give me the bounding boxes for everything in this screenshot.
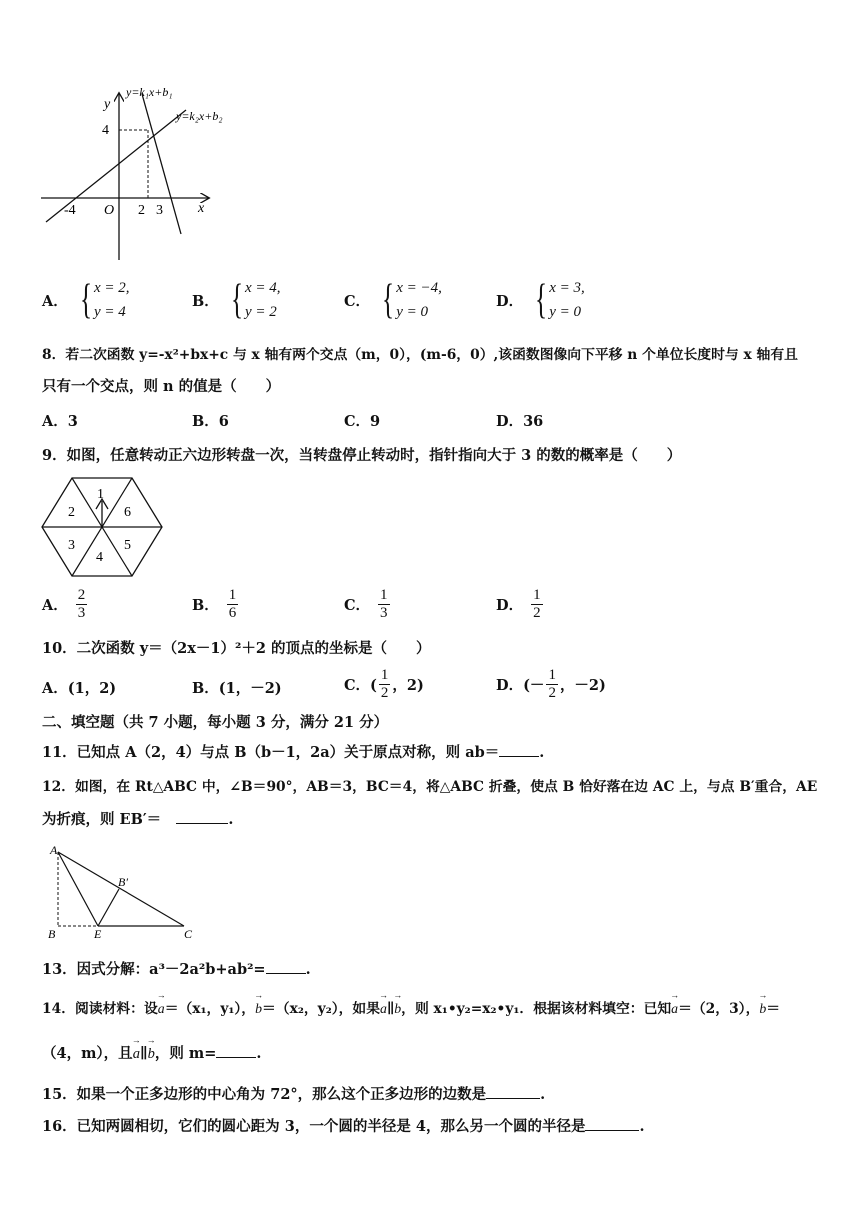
q16 [42, 1115, 645, 1136]
tick-2-label: 2 [138, 203, 145, 218]
q12-line2-text: 为折痕，则 EB′＝ [42, 811, 162, 828]
q7-d-row1: x = 3, [549, 280, 585, 296]
q8-option-a[interactable]: A．3 [42, 413, 78, 430]
origin-label: O [104, 203, 115, 218]
q8-line2: 只有一个交点，则 n 的值是（ ） [42, 378, 281, 395]
q10-c-tail: ，2) [392, 677, 424, 694]
sector-4: 4 [96, 550, 103, 565]
q10-text: 10．二次函数 y＝（2x－1）²＋2 的顶点的坐标是（ ） [42, 640, 431, 657]
q15 [42, 1083, 545, 1104]
q7-b-row1: x = 4, [244, 280, 281, 296]
q15-text: 15．如果一个正多边形的中心角为 72°，那么这个正多边形的边数是 [42, 1086, 487, 1103]
q14-line2-part2: ，则 m= [154, 1045, 217, 1062]
q7-a-row1: x = 2, [93, 280, 130, 296]
q7-option-c-label: C． [344, 292, 371, 310]
q14-line2-part1: （4，m），且 [42, 1045, 133, 1062]
vector-a-3: → a [671, 1001, 678, 1017]
q15-end: . [540, 1086, 546, 1103]
hexagon-spinner [40, 475, 164, 579]
q14-answer-blank[interactable] [216, 1056, 256, 1058]
q9-text: 9．如图，任意转动正六边形转盘一次，当转盘停止转动时，指针指向大于 3 的数的概率是（ ） [42, 447, 682, 464]
q14-parallel-1: ∥ [386, 1001, 395, 1017]
q9-option-c[interactable] [344, 587, 390, 622]
q9-option-d-label: D． [496, 597, 524, 614]
vector-a-4: → a [133, 1046, 140, 1063]
sector-6: 6 [124, 505, 131, 520]
q9-c-denominator: 3 [380, 605, 388, 621]
point-B-label: B [48, 927, 56, 941]
q11-answer-blank[interactable] [499, 755, 539, 757]
q7-option-d[interactable]: D． { x = 3, y = 0 [496, 277, 585, 323]
q13-end: . [305, 961, 311, 978]
q9-option-b-label: B． [192, 597, 219, 614]
vector-b-1: → b [255, 1001, 262, 1017]
q8-option-c[interactable]: C．9 [344, 413, 381, 430]
q10-option-a[interactable]: A．(1，2) [42, 680, 117, 697]
sector-5: 5 [124, 538, 131, 553]
q14-part6: ＝（2，3）， [678, 1001, 760, 1017]
q11-text: 11．已知点 A（2，4）与点 B（b－1，2a）关于原点对称，则 ab＝ [42, 744, 500, 761]
q10-c-numerator: 1 [380, 667, 389, 683]
q7-option-a-label: A． [42, 292, 68, 310]
tick-neg4-label: -4 [64, 203, 76, 218]
q14-line1 [42, 997, 780, 1017]
point-Bprime-label: B′ [118, 875, 128, 889]
q9-d-numerator: 1 [533, 587, 541, 603]
q14-line2 [42, 1042, 261, 1063]
line1-label: y=k₁x+b₁ [126, 85, 173, 99]
q10-d-label: D．(－ [496, 677, 545, 694]
q10-option-d[interactable] [496, 667, 606, 702]
q14-end: . [256, 1045, 262, 1062]
q13-answer-blank[interactable] [266, 972, 306, 974]
q16-answer-blank[interactable] [585, 1129, 639, 1131]
q11 [42, 741, 544, 762]
side-AC [58, 852, 184, 926]
q9-option-d[interactable] [496, 587, 543, 622]
q12-end: . [228, 811, 234, 828]
q10-option-b[interactable]: B．(1，－2) [192, 680, 282, 697]
q9-a-numerator: 2 [77, 587, 86, 603]
q10-c-denominator: 2 [380, 685, 389, 701]
q14-part3: ＝（x₂，y₂），如果 [262, 1001, 381, 1017]
q7-b-row2: y = 2 [244, 304, 277, 320]
q14-parallel-2: ∥ [139, 1045, 148, 1062]
point-A-label: A [50, 843, 58, 857]
q16-text: 16．已知两圆相切，它们的圆心距为 3，一个圆的半径是 4，那么另一个圆的半径是 [42, 1118, 586, 1135]
q14-part1: 14．阅读材料：设 [42, 1001, 158, 1017]
q7-option-b-label: B． [192, 292, 219, 310]
q13 [42, 958, 311, 979]
q11-end: . [539, 744, 545, 761]
q9-option-a-label: A． [42, 597, 68, 614]
q9-a-denominator: 3 [77, 605, 86, 621]
vector-b-3: → b [759, 1001, 766, 1017]
q9-b-numerator: 1 [228, 587, 237, 603]
q12-line1: 12．如图，在 Rt△ABC 中，∠B＝90°，AB＝3，BC＝4，将△ABC 折叠，使点 B 恰好落在边 AC 上，与点 B′重合，AE [42, 779, 818, 795]
q8-option-b[interactable]: B．6 [192, 413, 229, 430]
q7-option-a[interactable]: A． { x = 2, y = 4 [42, 277, 130, 323]
line2-label: y=k₂x+b₂ [176, 109, 223, 123]
y-axis-label: y [104, 97, 111, 112]
q10-d-denominator: 2 [548, 685, 556, 701]
q14-part2: ＝（x₁，y₁）， [164, 1001, 256, 1017]
sector-3: 3 [68, 538, 75, 553]
q14-part5: ，则 x₁•y₂=x₂•y₁．根据该材料填空：已知 [401, 1001, 672, 1017]
q15-answer-blank[interactable] [486, 1097, 540, 1099]
q10-c-label: C．( [344, 677, 377, 694]
q14-part7: ＝ [766, 1001, 781, 1017]
q9-option-a[interactable] [42, 587, 87, 622]
q7-option-c[interactable]: C． { x = −4, y = 0 [344, 277, 442, 323]
q7-option-d-label: D． [496, 292, 524, 310]
triangle-figure [42, 842, 202, 942]
vector-b-2: → b [394, 1001, 401, 1017]
point-C-label: C [184, 927, 193, 941]
sector-1: 1 [97, 487, 104, 502]
q9-b-denominator: 6 [228, 605, 237, 621]
q9-c-numerator: 1 [380, 587, 388, 603]
q12-line2 [42, 808, 233, 829]
q9-option-b[interactable] [192, 587, 238, 622]
segment-EBprime [98, 889, 119, 926]
q7-a-row2: y = 4 [93, 304, 126, 320]
vector-a-1: → a [158, 1001, 165, 1017]
q9-option-c-label: C． [344, 597, 371, 614]
q10-d-numerator: 1 [548, 667, 556, 683]
q10-option-c[interactable] [344, 667, 424, 702]
vector-a-2: → a [380, 1001, 387, 1017]
vector-b-4: → b [148, 1046, 155, 1063]
q7-d-row2: y = 0 [549, 304, 582, 320]
point-E-label: E [94, 927, 102, 941]
q13-text: 13．因式分解：a³－2a²b+ab²= [42, 961, 266, 978]
q7-c-row1: x = −4, [396, 280, 442, 296]
x-axis-label: x [198, 201, 205, 216]
q10-d-tail: ，－2) [559, 677, 606, 694]
tick-4-label: 4 [102, 123, 109, 138]
linear-functions-graph [36, 82, 246, 262]
q8-line1: 8．若二次函数 y=-x²+bx+c 与 x 轴有两个交点（m，0），(m-6，0）,该函数图像向下平移 n 个单位长度时与 x 轴有且 [42, 347, 798, 363]
q7-c-row2: y = 0 [396, 304, 428, 320]
q7-option-b[interactable]: B． { x = 4, y = 2 [192, 277, 281, 323]
section-2-heading: 二、填空题（共 7 小题，每小题 3 分，满分 21 分） [42, 714, 389, 731]
q16-end: . [639, 1118, 645, 1135]
q8-option-d[interactable]: D．36 [496, 413, 544, 430]
q9-d-denominator: 2 [533, 605, 541, 621]
tick-3-label: 3 [156, 203, 163, 218]
q12-answer-blank[interactable] [176, 822, 228, 824]
sector-2: 2 [68, 505, 75, 520]
